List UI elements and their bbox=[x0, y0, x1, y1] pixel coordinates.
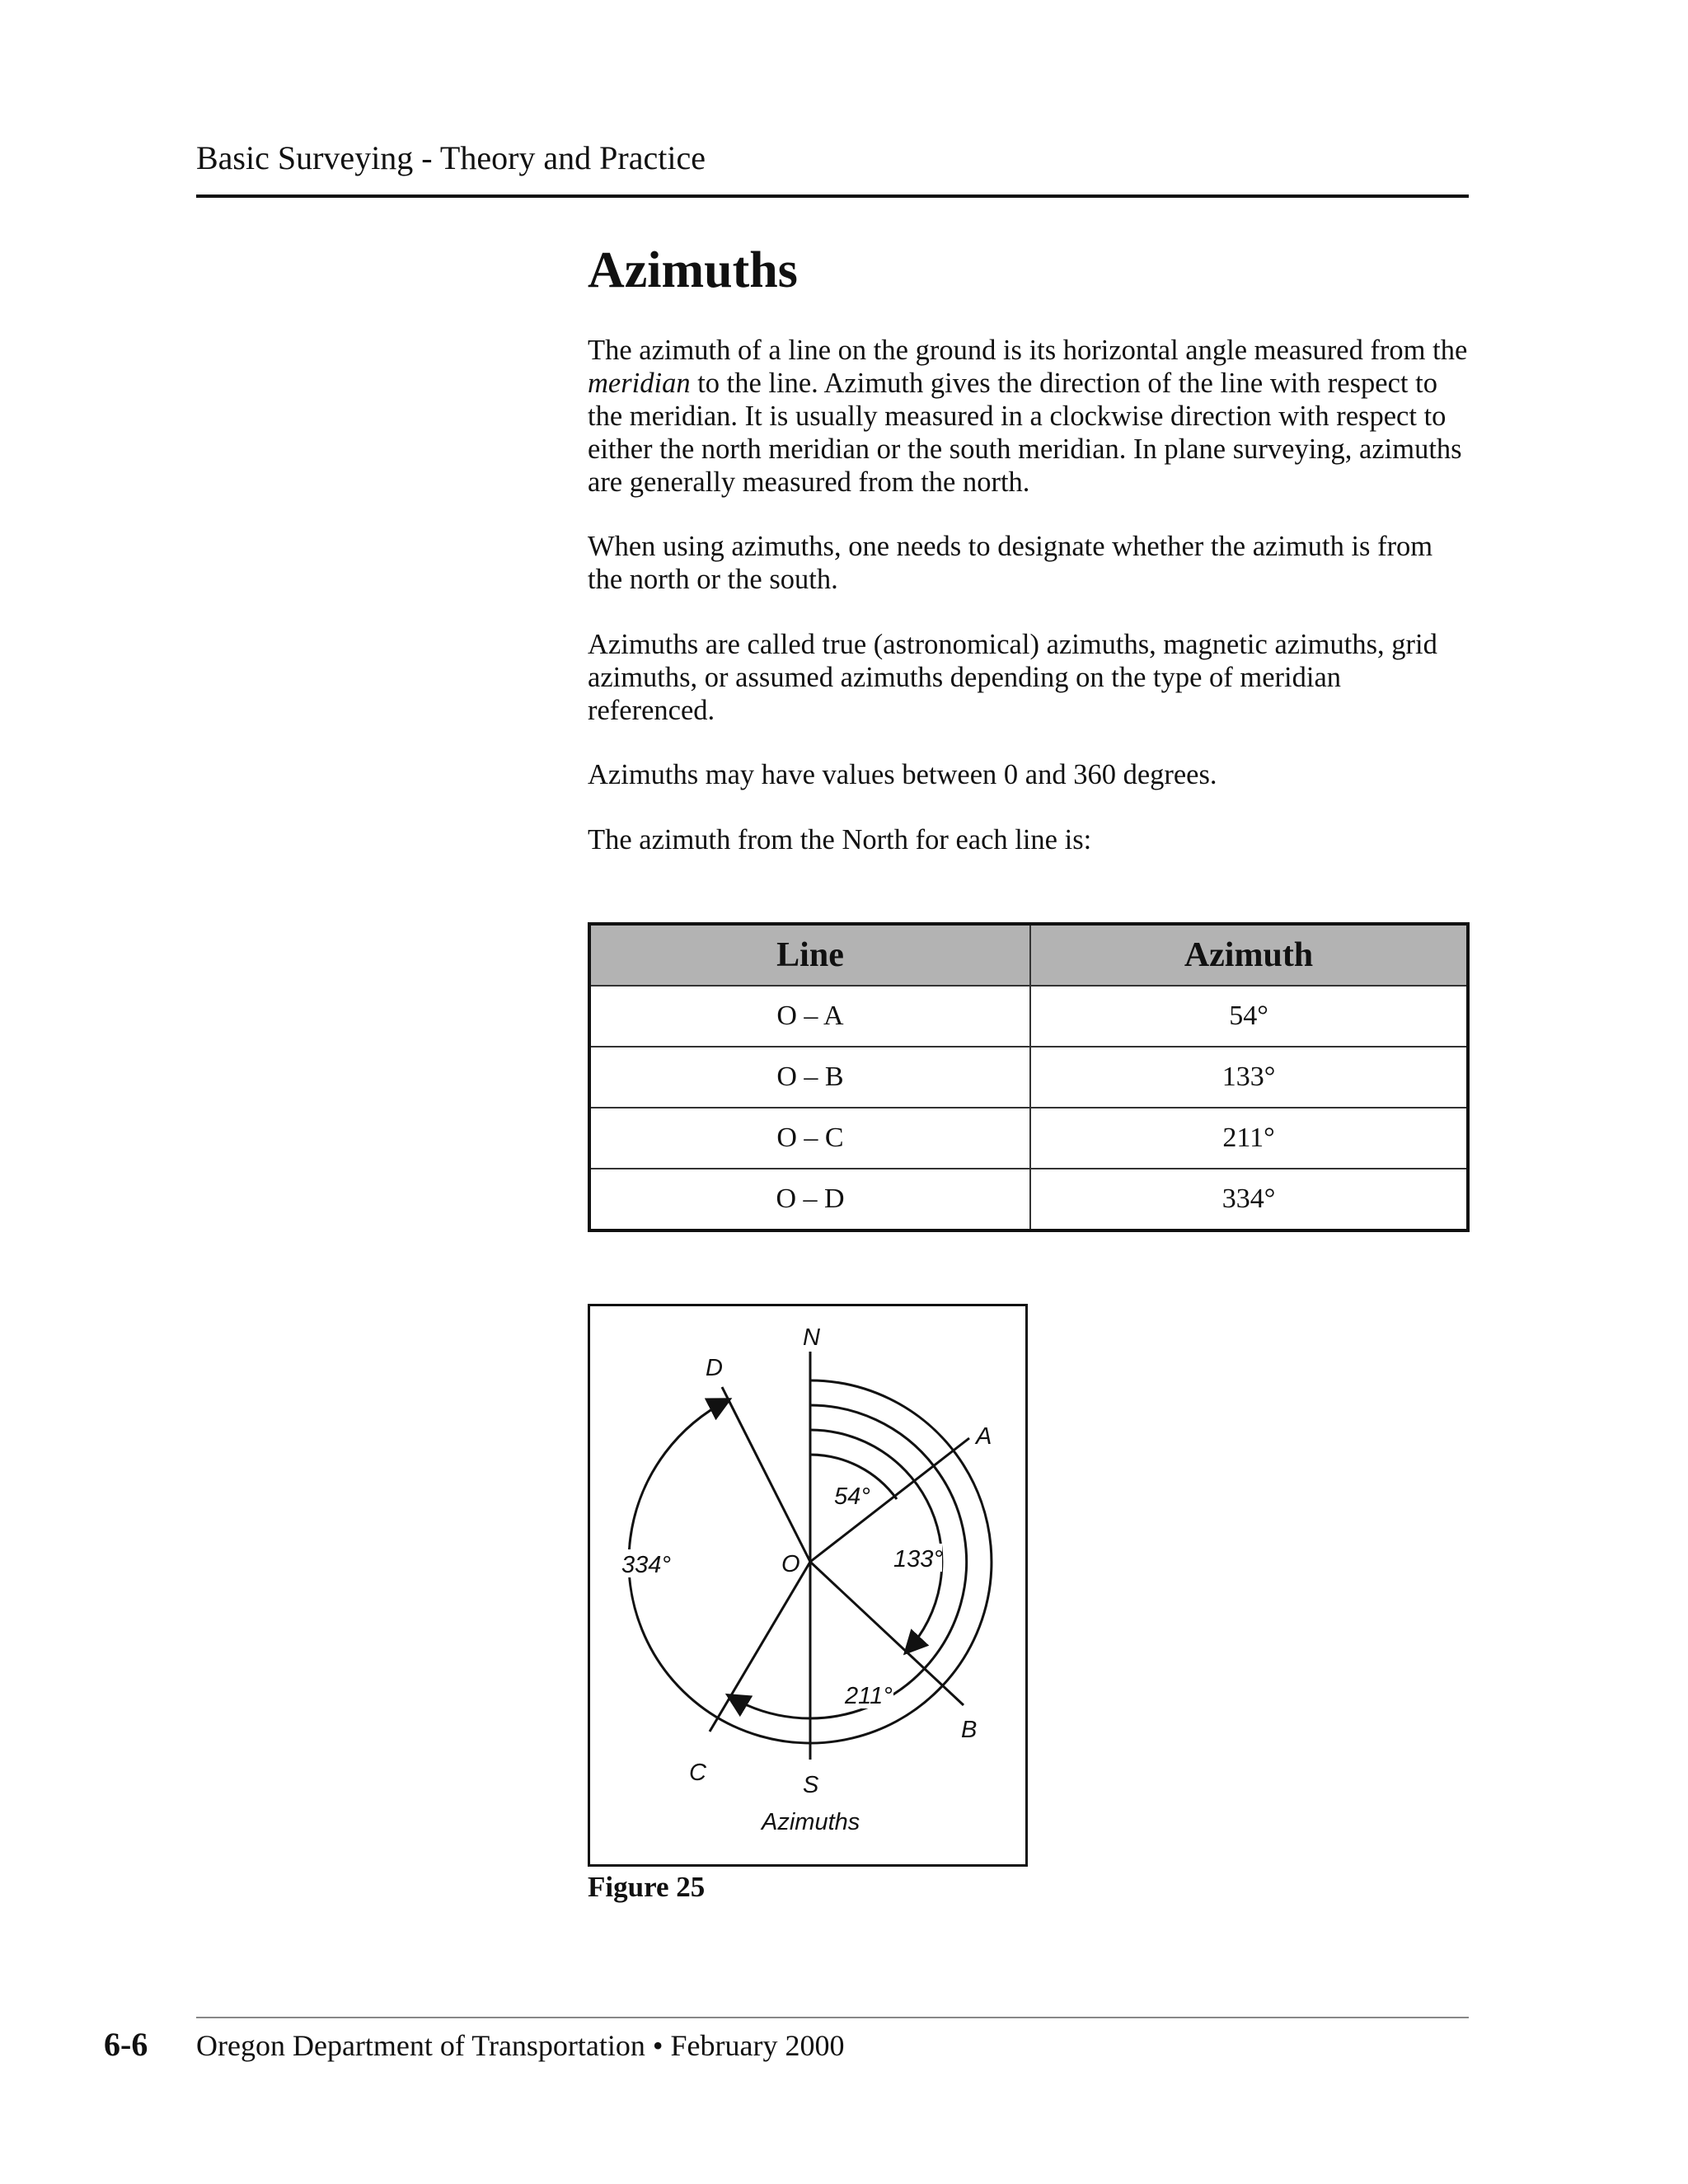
cell-line: O – B bbox=[589, 1047, 1030, 1108]
label-angle-334: 334° bbox=[621, 1552, 671, 1578]
paragraph-table-intro: The azimuth from the North for each line is: bbox=[588, 824, 1092, 855]
azimuth-table bbox=[588, 922, 1470, 1232]
page-number: 6-6 bbox=[104, 2026, 148, 2063]
label-point-c: C bbox=[689, 1760, 706, 1786]
line-o-c bbox=[710, 1562, 810, 1732]
label-angle-211: 211° bbox=[845, 1683, 893, 1709]
paragraph-text: to the line. Azimuth gives the direction of the line with respect to the meridian. It is usually measured in a clockwise direction with respect to either the north meridian or the south meridian. In plane surveying, azimuths are generally measured from the north. bbox=[588, 368, 1462, 498]
cell-azimuth: 133° bbox=[1030, 1047, 1468, 1108]
emphasis-meridian: meridian bbox=[588, 368, 691, 399]
label-south: S bbox=[803, 1772, 819, 1798]
cell-azimuth: 211° bbox=[1030, 1108, 1468, 1169]
cell-azimuth: 334° bbox=[1030, 1169, 1468, 1230]
cell-line: O – C bbox=[589, 1108, 1030, 1169]
table-header-row bbox=[589, 924, 1468, 986]
table-row bbox=[589, 1169, 1468, 1230]
footer-text: Oregon Department of Transportation • February 2000 bbox=[196, 2029, 845, 2062]
figure-inner-caption: Azimuths bbox=[762, 1809, 860, 1835]
running-header: Basic Surveying - Theory and Practice bbox=[196, 139, 706, 176]
label-point-b: B bbox=[961, 1717, 978, 1743]
header-rule bbox=[196, 194, 1469, 198]
label-angle-133: 133° bbox=[893, 1546, 943, 1572]
azimuth-figure bbox=[588, 1304, 1028, 1867]
header-line: Line bbox=[589, 924, 1030, 986]
label-point-a: A bbox=[976, 1423, 992, 1450]
footer-rule bbox=[196, 2017, 1469, 2018]
table-row bbox=[589, 1047, 1468, 1108]
azimuth-diagram bbox=[590, 1306, 1025, 1864]
cell-line: O – D bbox=[589, 1169, 1030, 1230]
paragraph-value-range: Azimuths may have values between 0 and 360 degrees. bbox=[588, 759, 1217, 790]
label-north: N bbox=[803, 1324, 820, 1351]
paragraph-text: The azimuth of a line on the ground is its horizontal angle measured from the bbox=[588, 335, 1468, 366]
paragraph-azimuth-definition bbox=[588, 334, 1471, 499]
header-azimuth: Azimuth bbox=[1030, 924, 1468, 986]
table-row bbox=[589, 986, 1468, 1047]
cell-line: O – A bbox=[589, 986, 1030, 1047]
label-origin: O bbox=[781, 1551, 800, 1577]
label-angle-54: 54° bbox=[834, 1483, 870, 1510]
arc-133 bbox=[810, 1430, 942, 1652]
label-point-d: D bbox=[706, 1355, 723, 1381]
cell-azimuth: 54° bbox=[1030, 986, 1468, 1047]
section-title: Azimuths bbox=[588, 242, 798, 298]
figure-caption: Figure 25 bbox=[588, 1871, 706, 1903]
paragraph-azimuth-types: Azimuths are called true (astronomical) azimuths, magnetic azimuths, grid azimuths, or assumed azimuths depending on the type of meridian referenced. bbox=[588, 629, 1437, 726]
paragraph-designation: When using azimuths, one needs to designate whether the azimuth is from the north or the south. bbox=[588, 531, 1433, 595]
table-row bbox=[589, 1108, 1468, 1169]
line-o-d bbox=[722, 1387, 810, 1562]
